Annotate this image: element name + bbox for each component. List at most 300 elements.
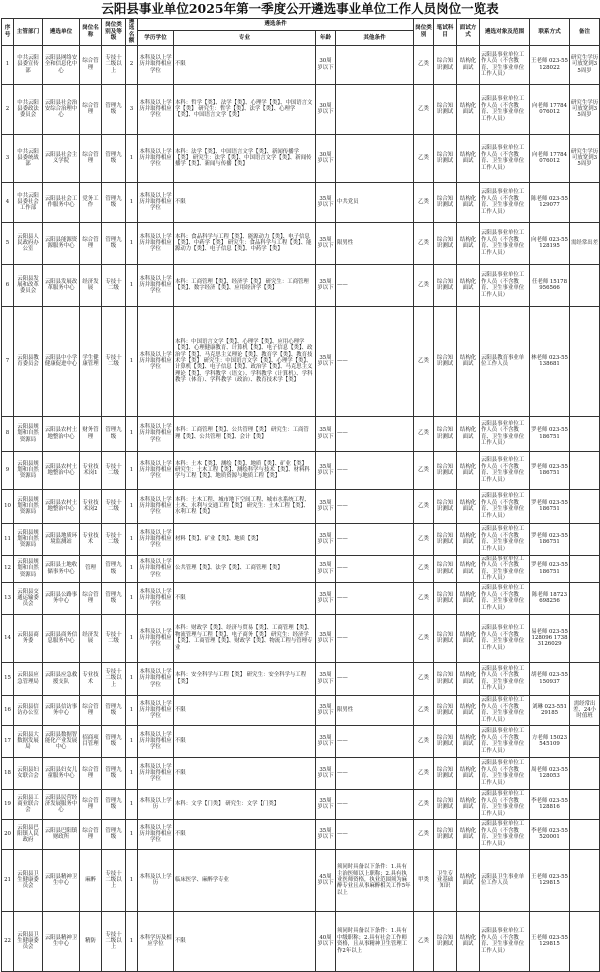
cell-cls: 乙类 xyxy=(414,182,434,222)
cell-seq: 7 xyxy=(2,306,14,416)
cell-major: 不限 xyxy=(174,725,316,757)
cell-unit: 云阳县地质环境监测站 xyxy=(43,523,80,555)
cell-interview: 结构化面试 xyxy=(457,582,480,614)
cell-other: 限男性 xyxy=(336,222,414,264)
cell-pos-type: 管理九级 xyxy=(102,582,126,614)
cell-major: 不限 xyxy=(174,695,316,725)
cell-pos-name: 综合管理 xyxy=(80,222,102,264)
table-row xyxy=(2,819,600,849)
cell-cls: 乙类 xyxy=(414,555,434,582)
cell-major: 本科：食品科学与工程【类】、能源动力【类】、电子信息【类】、中药学【类】 研究生：食品科学与工程【类】、能源动力【类】、电子信息【类】、中药学【类】 xyxy=(174,222,316,264)
cell-cls: 乙类 xyxy=(414,45,434,84)
cell-contact: 李老师 023-55128816 xyxy=(530,789,570,819)
cell-quota: 1 xyxy=(126,451,138,489)
cell-cls: 乙类 xyxy=(414,725,434,757)
cell-age: 35周岁以下 xyxy=(316,819,336,849)
cell-age: 35周岁以下 xyxy=(316,614,336,662)
cell-cls: 甲类 xyxy=(414,849,434,911)
cell-unit: 云阳县发展改革服务中心 xyxy=(43,264,80,306)
cell-cls: 乙类 xyxy=(414,757,434,789)
cell-dept: 云阳县妇女联合会 xyxy=(14,757,43,789)
cell-cls: 乙类 xyxy=(414,614,434,662)
cell-pos-type: 专技十二级 xyxy=(102,264,126,306)
cell-other xyxy=(336,45,414,84)
cell-pos-type: 管理九级 xyxy=(102,134,126,182)
cell-edu: 本科学历及相应学位 xyxy=(138,911,174,971)
cell-quota: 1 xyxy=(126,555,138,582)
cell-unit: 云阳县网络安全和信息化中心 xyxy=(43,45,80,84)
cell-dept: 云阳县规划和自然资源局 xyxy=(14,523,43,555)
cell-pos-name: 综合管理 xyxy=(80,582,102,614)
cell-interview: 结构化面试 xyxy=(457,182,480,222)
cell-pos-name: 学生健康管理 xyxy=(80,306,102,416)
cell-unit: 云阳县商务信息服务中心 xyxy=(43,614,80,662)
cell-interview: 结构化面试 xyxy=(457,222,480,264)
cell-written: 综合知识测试 xyxy=(434,489,457,523)
cell-pos-name: 专业技术 xyxy=(80,662,102,695)
cell-interview: 结构化面试 xyxy=(457,819,480,849)
cell-pos-type: 专技十二级 xyxy=(102,451,126,489)
cell-seq: 1 xyxy=(2,45,14,84)
cell-major: 不限 xyxy=(174,582,316,614)
cell-interview: 结构化面试 xyxy=(457,849,480,911)
cell-major: 本科：文学【门类】 研究生：文学【门类】 xyxy=(174,789,316,819)
cell-unit: 云阳县数据智能化产业发展中心 xyxy=(43,725,80,757)
cell-dept: 云阳县大数据发展局 xyxy=(14,725,43,757)
cell-target: 云阳县事业单位工作人员（不含教育、卫生事业单位工作人员） xyxy=(480,789,530,819)
cell-other: —— xyxy=(336,264,414,306)
cell-contact: 向老师 023-55128195 xyxy=(530,222,570,264)
cell-contact: 罗老师 023-55186751 xyxy=(530,416,570,451)
cell-pos-name: 专业技术岗2 xyxy=(80,489,102,523)
cell-dept: 中共云阳县委政法委员会 xyxy=(14,84,43,134)
cell-age: 35周岁以下 xyxy=(316,695,336,725)
cell-major: 临床医学、麻醉学专业 xyxy=(174,849,316,911)
cell-written: 综合知识测试 xyxy=(434,582,457,614)
cell-edu: 本科及以上学历 xyxy=(138,789,174,819)
cell-remark: 研究生学历可放宽到35周岁 xyxy=(570,45,600,84)
cell-cls: 乙类 xyxy=(414,523,434,555)
cell-dept: 云阳县交通运输委员会 xyxy=(14,582,43,614)
cell-pos-type: 专技十二级以上 xyxy=(102,849,126,911)
cell-edu: 本科及以上学历并取得相应学位 xyxy=(138,134,174,182)
cell-written: 综合知识测试 xyxy=(434,84,457,134)
cell-contact: 李老师 023-55520001 xyxy=(530,819,570,849)
cell-seq: 8 xyxy=(2,416,14,451)
cell-edu: 本科及以上学历并取得相应学位 xyxy=(138,45,174,84)
cell-major: 不限 xyxy=(174,911,316,971)
cell-contact: 林老师 023-55138681 xyxy=(530,306,570,416)
cell-other xyxy=(336,134,414,182)
cell-quota: 1 xyxy=(126,306,138,416)
cell-cls: 乙类 xyxy=(414,264,434,306)
cell-interview: 结构化面试 xyxy=(457,555,480,582)
cell-contact: 王老师 023-55129815 xyxy=(530,849,570,911)
cell-target: 云阳县事业单位工作人员（不含教育、卫生事业单位工作人员） xyxy=(480,264,530,306)
cell-target: 云阳县事业单位工作人员（不含教育、卫生事业单位工作人员） xyxy=(480,819,530,849)
cell-dept: 云阳县人民政府办公室 xyxy=(14,222,43,264)
cell-remark xyxy=(570,182,600,222)
cell-seq: 5 xyxy=(2,222,14,264)
cell-major: 本科：工商管理【类】、经济学【类】 研究生：工商管理【类】、数字经济【类】、应用经济学【类】 xyxy=(174,264,316,306)
cell-target: 云阳县卫生事业单位工作人员 xyxy=(480,849,530,911)
cell-other: 限男性 xyxy=(336,695,414,725)
cell-dept: 中共云阳县委宣传部 xyxy=(14,45,43,84)
cell-contact: 向老师 17784076012 xyxy=(530,84,570,134)
cell-pos-type: 管理九级 xyxy=(102,84,126,134)
cell-quota: 1 xyxy=(126,789,138,819)
cell-edu: 本科及以上学历并取得相应学位 xyxy=(138,416,174,451)
cell-target: 云阳县事业单位工作人员（不含教育、卫生事业单位工作人员） xyxy=(480,416,530,451)
cell-written: 综合知识测试 xyxy=(434,725,457,757)
cell-cls: 乙类 xyxy=(414,789,434,819)
cell-remark xyxy=(570,451,600,489)
cell-dept: 云阳县卫生健康委员会 xyxy=(14,911,43,971)
cell-interview: 结构化面试 xyxy=(457,264,480,306)
cell-written: 综合知识测试 xyxy=(434,182,457,222)
cell-major: 不限 xyxy=(174,819,316,849)
cell-target: 云阳县事业单位工作人员（不含教育、卫生事业单位工作人员） xyxy=(480,222,530,264)
cell-seq: 3 xyxy=(2,134,14,182)
table-row xyxy=(2,849,600,911)
cell-dept: 云阳县发展和改革委员会 xyxy=(14,264,43,306)
cell-major: 本科：土木工程、城市地下空间工程、城市水系统工程、土木、水利与交通工程【类】 研究生：土木工程【类】、水利工程【类】 xyxy=(174,489,316,523)
table-row xyxy=(2,264,600,306)
header-quota: 遴选名额 xyxy=(126,19,138,46)
cell-quota: 1 xyxy=(126,819,138,849)
cell-unit: 云阳县妇女儿童服务中心 xyxy=(43,757,80,789)
cell-seq: 11 xyxy=(2,523,14,555)
cell-major: 本科：工商管理【类】、公共管理【类】 研究生：工商管理【类】、公共管理【类】、会计【类】 xyxy=(174,416,316,451)
cell-target: 云阳县事业单位工作人员（不含教育、卫生事业单位工作人员） xyxy=(480,523,530,555)
cell-target: 云阳县事业单位工作人员（不含教育、卫生事业单位工作人员） xyxy=(480,695,530,725)
cell-unit: 云阳县社会治安综合治理中心 xyxy=(43,84,80,134)
cell-remark xyxy=(570,523,600,555)
cell-pos-name: 管理 xyxy=(80,555,102,582)
cell-age: 30周岁以下 xyxy=(316,45,336,84)
cell-age: 30周岁以下 xyxy=(316,84,336,134)
cell-cls: 乙类 xyxy=(414,416,434,451)
cell-quota: 1 xyxy=(126,614,138,662)
cell-quota: 1 xyxy=(126,582,138,614)
cell-seq: 13 xyxy=(2,582,14,614)
cell-pos-type: 专技十二级以上 xyxy=(102,911,126,971)
cell-written: 卫生专业基础知识 xyxy=(434,849,457,911)
cell-pos-type: 管理九级 xyxy=(102,819,126,849)
cell-pos-type: 管理九级 xyxy=(102,182,126,222)
cell-unit: 云阳县民营经济发展服务中心 xyxy=(43,789,80,819)
header-written: 笔试科目 xyxy=(434,19,457,46)
cell-pos-type: 专技十二级 xyxy=(102,306,126,416)
cell-seq: 2 xyxy=(2,84,14,134)
cell-remark xyxy=(570,614,600,662)
cell-quota: 1 xyxy=(126,416,138,451)
cell-edu: 本科及以上学历并取得相应学位 xyxy=(138,451,174,489)
cell-interview: 结构化面试 xyxy=(457,662,480,695)
cell-edu: 本科及以上学历并取得相应学位 xyxy=(138,757,174,789)
cell-written: 综合知识测试 xyxy=(434,45,457,84)
cell-age: 35周岁以下 xyxy=(316,306,336,416)
cell-contact: 王老师 023-55129815 xyxy=(530,911,570,971)
cell-dept: 云阳县卫生健康委员会 xyxy=(14,849,43,911)
cell-remark xyxy=(570,757,600,789)
cell-other: —— xyxy=(336,789,414,819)
cell-dept: 中共云阳县委社会工作部 xyxy=(14,182,43,222)
cell-quota: 1 xyxy=(126,264,138,306)
cell-pos-type: 管理九级 xyxy=(102,416,126,451)
cell-pos-name: 经济发展 xyxy=(80,614,102,662)
cell-age: 35周岁以下 xyxy=(316,182,336,222)
cell-target: 云阳县事业单位工作人员（不含教育、卫生事业单位工作人员） xyxy=(480,45,530,84)
cell-written: 综合知识测试 xyxy=(434,222,457,264)
table-row xyxy=(2,306,600,416)
cell-written: 综合知识测试 xyxy=(434,614,457,662)
cell-seq: 16 xyxy=(2,695,14,725)
cell-other: 须同时具备以下条件：1.具有主治医师以上职称；2.具有执业医师资格，执业范围须为麻醉专业且从事麻醉相关工作5年以上 xyxy=(336,849,414,911)
cell-contact: 易老师 023-55128096 17383126029 xyxy=(530,614,570,662)
cell-major: 本科：中国语言文学【类】、心理学【类】、应用心理学【类】、心理健康教育、计算机【类】、电子信息【类】、政治学【类】、马克思主义理论【类】、教育学【类】、教育技术学【类】 研究生：中国语言文学【类】、心理学【类】、计算机【类】、电子信息【类】、政治学【类】、马克思主义理论【类】、学科教学（语文）、学科教学（计算机）、学科教学（体育）、学科教学（政治）、教育技术学【类】 xyxy=(174,306,316,416)
cell-interview: 结构化面试 xyxy=(457,695,480,725)
cell-edu: 本科及以上学历并取得相应学位 xyxy=(138,614,174,662)
cell-unit: 云阳县信访事务中心 xyxy=(43,695,80,725)
cell-interview: 结构化面试 xyxy=(457,416,480,451)
cell-remark xyxy=(570,911,600,971)
cell-seq: 20 xyxy=(2,819,14,849)
table-row xyxy=(2,523,600,555)
cell-cls: 乙类 xyxy=(414,582,434,614)
cell-written: 综合知识测试 xyxy=(434,264,457,306)
cell-quota: 1 xyxy=(126,523,138,555)
cell-other: —— xyxy=(336,725,414,757)
cell-target: 云阳县教育事业单位工作人员 xyxy=(480,306,530,416)
cell-unit: 云阳县农村土地整治中心 xyxy=(43,451,80,489)
cell-pos-type: 专技十二级以上 xyxy=(102,662,126,695)
cell-unit: 云阳县精神卫生中心 xyxy=(43,849,80,911)
cell-contact: 刘琳 023-55129185 xyxy=(530,695,570,725)
cell-cls: 乙类 xyxy=(414,662,434,695)
cell-remark xyxy=(570,725,600,757)
cell-contact: 向老师 17784076012 xyxy=(530,134,570,182)
cell-dept: 云阳县商务委 xyxy=(14,614,43,662)
cell-target: 云阳县事业单位工作人员（不含教育、卫生事业单位工作人员） xyxy=(480,662,530,695)
cell-remark xyxy=(570,555,600,582)
cell-pos-name: 综合管理 xyxy=(80,695,102,725)
cell-pos-name: 专业技术 xyxy=(80,523,102,555)
cell-major: 本科：哲学【类】、法学【类】、心理学【类】、中国语言文学【类】 研究生：哲学【类】、法学【类】、心理学【类】、中国语言文学【类】 xyxy=(174,84,316,134)
cell-other: —— xyxy=(336,582,414,614)
cell-target: 云阳县事业单位工作人员（不含教育、卫生事业单位工作人员） xyxy=(480,725,530,757)
cell-edu: 本科及以上学历并取得相应学位 xyxy=(138,523,174,555)
table-body xyxy=(2,45,600,971)
cell-interview: 结构化面试 xyxy=(457,84,480,134)
cell-contact: 罗老师 023-55186751 xyxy=(530,523,570,555)
cell-remark xyxy=(570,264,600,306)
cell-contact: 周老师 023-55128053 xyxy=(530,757,570,789)
table-row xyxy=(2,725,600,757)
cell-age: 35周岁以下 xyxy=(316,725,336,757)
cell-interview: 结构化面试 xyxy=(457,614,480,662)
cell-age: 35周岁以下 xyxy=(316,264,336,306)
cell-quota: 1 xyxy=(126,662,138,695)
table-row xyxy=(2,555,600,582)
cell-written: 综合知识测试 xyxy=(434,451,457,489)
cell-pos-name: 综合管理 xyxy=(80,84,102,134)
cell-edu: 本科及以上学历并取得相应学位 xyxy=(138,662,174,695)
cell-quota: 1 xyxy=(126,489,138,523)
table-header xyxy=(2,19,600,46)
cell-remark xyxy=(570,789,600,819)
cell-major: 本科：安全科学与工程【类】 研究生：安全科学与工程【类】 xyxy=(174,662,316,695)
cell-seq: 19 xyxy=(2,789,14,819)
cell-pos-type: 专技十二级 xyxy=(102,489,126,523)
cell-age: 35周岁以下 xyxy=(316,451,336,489)
header-unit: 遴选单位 xyxy=(43,19,80,46)
cell-age: 35周岁以下 xyxy=(316,416,336,451)
cell-other: —— xyxy=(336,451,414,489)
cell-other: —— xyxy=(336,306,414,416)
cell-pos-type: 专技十二级 xyxy=(102,523,126,555)
cell-pos-name: 综合管理 xyxy=(80,819,102,849)
cell-target: 云阳县事业单位工作人员（不含教育、卫生事业单位工作人员） xyxy=(480,555,530,582)
cell-unit: 云阳县能源资源服务中心 xyxy=(43,222,80,264)
cell-contact: 罗老师 023-55186751 xyxy=(530,451,570,489)
cell-age: 35周岁以下 xyxy=(316,489,336,523)
cell-seq: 21 xyxy=(2,849,14,911)
cell-pos-name: 财务管理 xyxy=(80,416,102,451)
cell-dept: 云阳县工商业联合会 xyxy=(14,789,43,819)
header-edu: 学历学位 xyxy=(138,31,174,45)
cell-interview: 结构化面试 xyxy=(457,45,480,84)
cell-remark xyxy=(570,662,600,695)
cell-other: —— xyxy=(336,819,414,849)
cell-quota: 1 xyxy=(126,849,138,911)
cell-dept: 云阳县巴阳镇人民政府 xyxy=(14,819,43,849)
cell-age: 45周岁以下 xyxy=(316,849,336,911)
cell-other: —— xyxy=(336,757,414,789)
cell-dept: 云阳县规划和自然资源局 xyxy=(14,489,43,523)
cell-unit: 云阳县土地收储事务中心 xyxy=(43,555,80,582)
cell-quota: 2 xyxy=(126,45,138,84)
cell-quota: 1 xyxy=(126,911,138,971)
cell-other: —— xyxy=(336,662,414,695)
cell-other: 须同时具备以下条件：1.具有中级职称；2.具有社会工作师资格，且从事精神卫生管理工作2年以上 xyxy=(336,911,414,971)
positions-table xyxy=(1,18,600,972)
cell-remark xyxy=(570,489,600,523)
cell-major: 本科：法学【类】、中国语言文学【类】、新闻传播学【类】 研究生：法学【类】、中国语言文学【类】、新闻传播学【类】、新闻与传播【类】 xyxy=(174,134,316,182)
cell-major: 不限 xyxy=(174,45,316,84)
cell-cls: 乙类 xyxy=(414,84,434,134)
table-row xyxy=(2,45,600,84)
cell-written: 综合知识测试 xyxy=(434,555,457,582)
cell-written: 综合知识测试 xyxy=(434,695,457,725)
cell-major: 不限 xyxy=(174,757,316,789)
cell-interview: 结构化面试 xyxy=(457,306,480,416)
header-dept: 主管部门 xyxy=(14,19,43,46)
cell-unit: 云阳县社会主义学院 xyxy=(43,134,80,182)
cell-interview: 结构化面试 xyxy=(457,911,480,971)
cell-quota: 1 xyxy=(126,725,138,757)
table-row xyxy=(2,582,600,614)
cell-edu: 本科及以上学历并取得相应学位 xyxy=(138,725,174,757)
cell-edu: 本科及以上学历并取得相应学位 xyxy=(138,489,174,523)
table-row xyxy=(2,662,600,695)
cell-seq: 15 xyxy=(2,662,14,695)
cell-contact: 罗老师 023-55186751 xyxy=(530,489,570,523)
header-seq: 序号 xyxy=(2,19,14,46)
cell-seq: 14 xyxy=(2,614,14,662)
cell-interview: 结构化面试 xyxy=(457,789,480,819)
cell-quota: 1 xyxy=(126,695,138,725)
cell-seq: 10 xyxy=(2,489,14,523)
cell-unit: 云阳县农村土地整治中心 xyxy=(43,416,80,451)
header-conditions: 遴选条件 xyxy=(138,19,414,31)
cell-target: 云阳县事业单位工作人员（不含教育、卫生事业单位工作人员） xyxy=(480,489,530,523)
cell-pos-name: 精防 xyxy=(80,911,102,971)
cell-quota: 1 xyxy=(126,757,138,789)
cell-edu: 本科及以上学历并取得相应学位 xyxy=(138,306,174,416)
cell-target: 云阳县事业单位工作人员（不含教育、卫生事业单位工作人员） xyxy=(480,182,530,222)
cell-unit: 云阳县巴阳镇财政所 xyxy=(43,819,80,849)
cell-edu: 本科及以上学历并取得相应学位 xyxy=(138,555,174,582)
table-row xyxy=(2,911,600,971)
cell-target: 云阳县事业单位工作人员（不含教育、卫生事业单位工作人员） xyxy=(480,614,530,662)
table-row xyxy=(2,695,600,725)
cell-quota: 3 xyxy=(126,84,138,134)
cell-cls: 乙类 xyxy=(414,306,434,416)
table-row xyxy=(2,614,600,662)
cell-seq: 6 xyxy=(2,264,14,306)
cell-pos-type: 管理九级 xyxy=(102,695,126,725)
cell-age: 35周岁以下 xyxy=(316,662,336,695)
table-row xyxy=(2,134,600,182)
cell-remark xyxy=(570,819,600,849)
cell-remark: 研究生学历可放宽到35周岁 xyxy=(570,84,600,134)
cell-pos-name: 综合管理 xyxy=(80,134,102,182)
cell-cls: 乙类 xyxy=(414,489,434,523)
cell-dept: 云阳县应急管理局 xyxy=(14,662,43,695)
cell-unit: 云阳县精神卫生中心 xyxy=(43,911,80,971)
cell-target: 云阳县事业单位工作人员（不含教育、卫生事业单位工作人员） xyxy=(480,84,530,134)
cell-interview: 结构化面试 xyxy=(457,489,480,523)
cell-interview: 结构化面试 xyxy=(457,451,480,489)
header-target: 遴选对象及范围 xyxy=(480,19,530,46)
cell-dept: 云阳县规划和自然资源局 xyxy=(14,451,43,489)
cell-remark xyxy=(570,849,600,911)
cell-seq: 12 xyxy=(2,555,14,582)
cell-contact: 胡老师 023-55150937 xyxy=(530,662,570,695)
cell-remark xyxy=(570,416,600,451)
cell-target: 云阳县事业单位工作人员（不含教育、卫生事业单位工作人员） xyxy=(480,134,530,182)
cell-age: 35周岁以下 xyxy=(316,222,336,264)
cell-edu: 本科及以上学历并取得相应学位 xyxy=(138,695,174,725)
cell-written: 综合知识测试 xyxy=(434,662,457,695)
cell-major: 公共管理【类】、法学【类】、工商管理【类】 xyxy=(174,555,316,582)
cell-written: 综合知识测试 xyxy=(434,757,457,789)
cell-remark xyxy=(570,306,600,416)
cell-other: —— xyxy=(336,614,414,662)
cell-cls: 乙类 xyxy=(414,819,434,849)
cell-age: 30周岁以下 xyxy=(316,134,336,182)
header-major: 专业 xyxy=(174,31,316,45)
header-age: 年龄 xyxy=(316,31,336,45)
cell-remark xyxy=(570,582,600,614)
cell-written: 综合知识测试 xyxy=(434,819,457,849)
cell-pos-name: 综合管理 xyxy=(80,789,102,819)
cell-cls: 乙类 xyxy=(414,222,434,264)
cell-age: 35周岁以下 xyxy=(316,582,336,614)
cell-edu: 本科及以上学历并取得相应学位 xyxy=(138,582,174,614)
cell-remark: 研究生学历可放宽到35周岁 xyxy=(570,134,600,182)
